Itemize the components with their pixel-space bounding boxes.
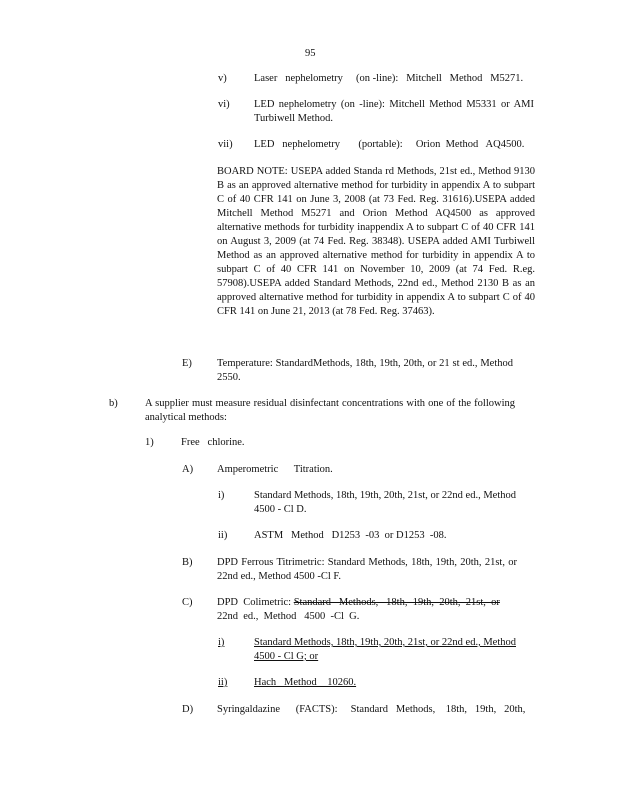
item-label: A) xyxy=(182,464,194,475)
item-text: Laser nephelometry (on -line): Mitchell Method M5271. xyxy=(254,73,524,84)
item-label: v) xyxy=(218,73,227,84)
item-label: ii) xyxy=(218,530,228,541)
item-text: DPD Colimetric: Standard Methods, 18th, 19th, 20th, 21st, or xyxy=(217,597,500,608)
item-label: i) xyxy=(218,490,225,501)
item-text: Standard Methods, 18th, 19th, 20th, 21st, or 22nd ed., Method 4500 - Cl D. xyxy=(254,490,516,515)
item-text: ASTM Method D1253 -03 or D1253 -08. xyxy=(254,530,447,541)
subsection-label: 1) xyxy=(145,437,154,448)
item-label: ii) xyxy=(218,677,228,688)
item-text: DPD Ferrous Titrimetric: Standard Methods, 18th, 19th, 20th, 21st, or 22nd ed., Method 4500 -Cl F. xyxy=(217,557,517,582)
item-label: vii) xyxy=(218,139,233,150)
item-label: C) xyxy=(182,597,193,608)
item-text-continued: 22nd ed., Method 4500 -Cl G. xyxy=(217,611,360,622)
item-text: Standard Methods, 18th, 19th, 20th, 21st, or 22nd ed., Method 4500 - Cl G; or xyxy=(254,637,516,662)
item-text: Hach Method 10260. xyxy=(254,677,357,688)
item-label: D) xyxy=(182,704,194,715)
item-text: Temperature: StandardMethods, 18th, 19th, 20th, or 21 st ed., Method 2550. xyxy=(217,358,513,383)
item-text: Syringaldazine (FACTS): Standard Methods, 18th, 19th, 20th, xyxy=(217,704,526,715)
board-note: BOARD NOTE: USEPA added Standa rd Methods, 21st ed., Method 9130 B as an approved alternative method for turbidity in appendix A to subpart C of 40 CFR 141 on June 3, 2008 (at 73 Fed. Reg. 31616).USEPA added Mitchell Method M5271 and Orion Method AQ4500 as approved alternative methods for turbidity inappendix A to subpart C of 40 CFR 141 on August 3, 2009 (at 74 Fed. Reg. 38348). USEPA added AMI Turbiwell Method as an approved alternative method for turbidity in appendix A to subpart C of 40 CFR 141 on November 10, 2009 (at 74 Fed. R.eg. 57908).USEPA added Standard Methods, 22nd ed., Method 2130 B as an approved alternative method for turbidity in appendix A to subpart C of 40 CFR 141 on June 21, 2013 (at 78 Fed. Reg. 37463). xyxy=(217,166,535,317)
item-label: E) xyxy=(182,358,192,369)
struck-text: Standard Methods, 18th, 19th, 20th, 21st, or xyxy=(293,597,500,608)
item-label: vi) xyxy=(218,99,230,110)
item-label: B) xyxy=(182,557,193,568)
item-text: LED nephelometry (portable): Orion Method AQ4500. xyxy=(254,139,525,150)
item-label: i) xyxy=(218,637,225,648)
page-number: 95 xyxy=(305,48,316,59)
section-label: b) xyxy=(109,398,118,409)
section-text: A supplier must measure residual disinfectant concentrations with one of the following analytical methods: xyxy=(145,398,515,423)
item-text: LED nephelometry (on -line): Mitchell Method M5331 or AMI Turbiwell Method. xyxy=(254,99,534,124)
subsection-text: Free chlorine. xyxy=(181,437,245,448)
item-text: Amperometric Titration. xyxy=(217,464,333,475)
